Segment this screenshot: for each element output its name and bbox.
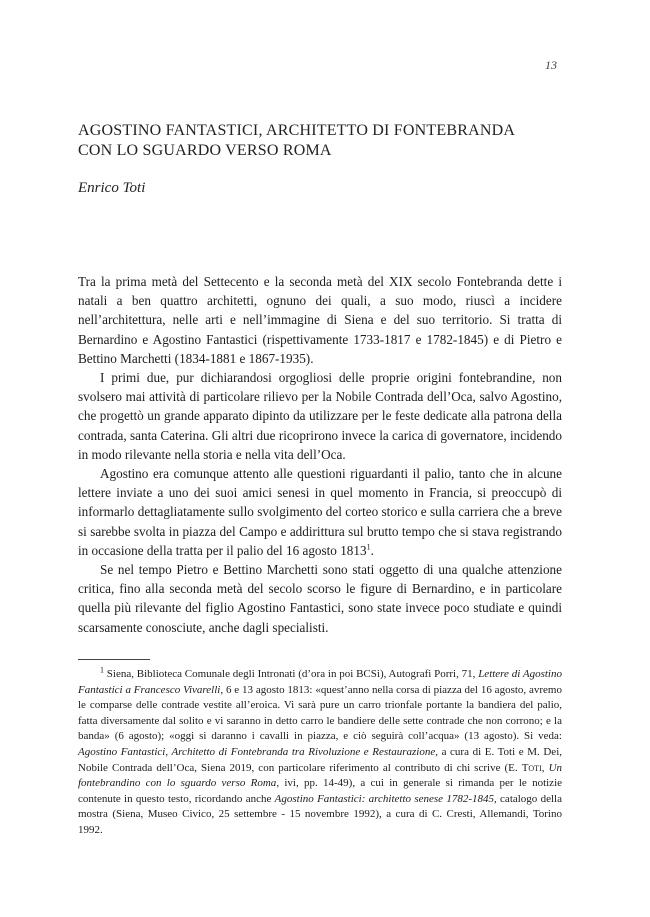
article-body	[78, 272, 562, 637]
article-author: Enrico Toti	[78, 180, 146, 196]
paragraph-3-text: Agostino era comunque attento alle questioni riguardanti il palio, tanto che in alcune lettere inviate a uno dei suoi amici senesi in quel momento in Francia, si preoccupò di informarlo dettagliatamente sullo svolgimento del corteo storico e sulla carriera che a breve si sarebbe svolta in piazza del Campo e addirittura sul brutto tempo che si stava registrando in occasione della tratta per il palio del 16 agosto 1813	[78, 466, 562, 558]
footnote-title-essay: Un fontebrandino con lo sguardo verso Roma	[78, 761, 563, 790]
page-number: 13	[545, 58, 557, 72]
footnote-author-name: Toti	[521, 761, 542, 774]
article-title	[78, 121, 568, 161]
footnote-text: , a cura di E. Toti e M. Dei, Nobile Contrada dell’Oca, Siena 2019, con particolare riferimento al contributo di chi scrive (E.	[78, 745, 562, 774]
article-title-line-2: CON LO SGUARDO VERSO ROMA	[78, 142, 332, 159]
footnote-text: ,	[541, 761, 549, 774]
footnote-marker: 1	[100, 665, 104, 675]
paragraph-4: Se nel tempo Pietro e Bettino Marchetti sono stati oggetto di una qualche attenzione critica, fino alla seconda metà del secolo scorso le figure di Bernardino, e in particolare quella più rilevante del figlio Agostino Fantastici, sono state invece poco studiate e quindi scarsamente conosciute, anche dagli specialisti.	[78, 562, 562, 635]
footnote-title-letters: Lettere di Agostino Fantastici a Francesco Vivarelli	[78, 668, 562, 696]
footnote-text: , 6 e 13 agosto 1813: «quest’anno nella corsa di piazza del 16 agosto, avremo le comparse delle contrade vestite all’eroica. Vi sarà pure un carro trionfale portante la bandiera del palio, fatta diversamente dal solito e vi saranno in detto carro le bandiere delle sette contrade che non corrono; e la banda» (6 agosto); «oggi si daranno i cavalli in piazza, e ciò seguirà coll’acqua» (13 agosto). Si veda:	[78, 683, 562, 743]
footnote-text: , catalogo della mostra (Siena, Museo Civico, 25 settembre - 15 novembre 1992), a cura di C. Cresti, Allemandi, Torino 1992.	[78, 792, 562, 836]
footnote-text: Siena, Biblioteca Comunale degli Intronati (d’ora in poi BCSi), Autografi Porri, 71,	[104, 668, 479, 680]
paragraph-2: I primi due, pur dichiarandosi orgogliosi delle proprie origini fontebrandine, non svolsero mai attività di particolare rilievo per la Nobile Contrada dell’Oca, salvo Agostino, che progettò un grande apparato dipinto da utilizzare per le feste dedicate alla patrona della contrada, santa Caterina. Gli altri due ricoprirono invece la carica di governatore, incidendo in modo rilevante nella storia e nella vita dell’Oca.	[78, 370, 562, 462]
paragraph-3	[78, 464, 562, 560]
footnote-reference: 1	[366, 542, 371, 552]
paragraph-3-end: .	[370, 542, 374, 558]
article-title-line-1: AGOSTINO FANTASTICI, ARCHITETTO DI FONTEBRANDA	[78, 122, 516, 139]
footnote-title-catalogue: Agostino Fantastici: architetto senese 1782-1845	[274, 792, 494, 805]
paragraph-1: Tra la prima metà del Settecento e la seconda metà del XIX secolo Fontebranda dette i natali a ben quattro architetti, ognuno dei quali, a suo modo, riuscì a incidere nell’architettura, nelle arti e nell’immagine di Siena e del suo territorio. Si tratta di Bernardino e Agostino Fantastici (rispettivamente 1733-1817 e 1782-1845) e di Pietro e Bettino Marchetti (1834-1881 e 1867-1935).	[78, 274, 562, 366]
footnote-1	[78, 667, 562, 839]
footnote-divider	[78, 659, 150, 660]
footnote-title-book: Agostino Fantastici, Architetto di Fontebranda tra Rivoluzione e Restaurazione	[78, 745, 436, 758]
footnote-text: , ivi, pp. 14-49), a cui in generale si rimanda per le notizie contenute in questo testo, ricordando anche	[78, 777, 563, 805]
